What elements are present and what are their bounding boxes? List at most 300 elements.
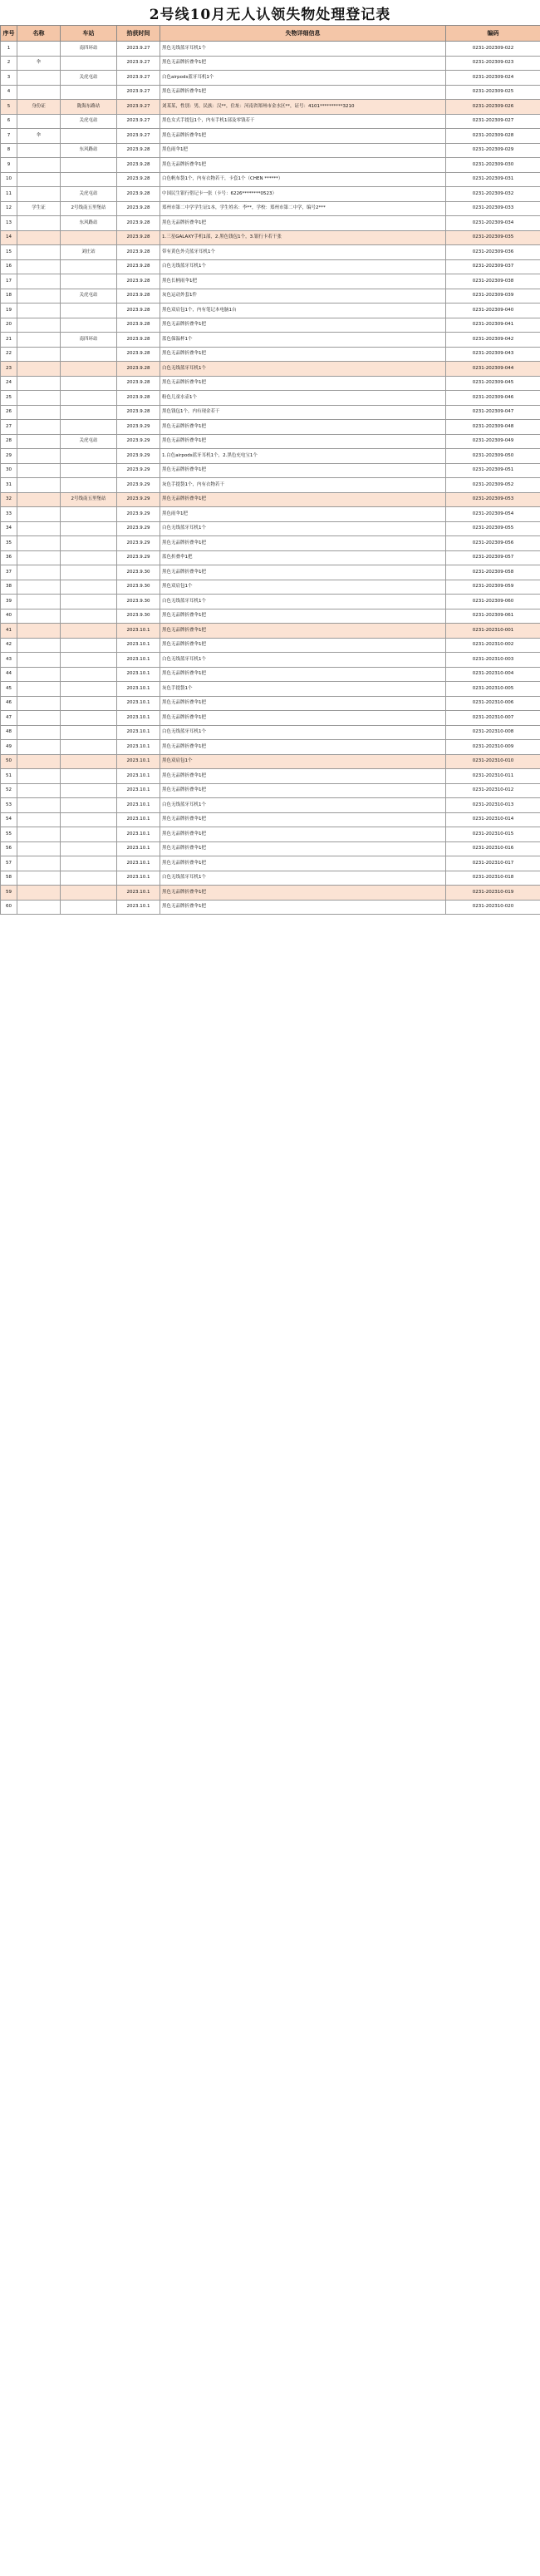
cell-name <box>17 595 61 609</box>
cell-index: 21 <box>1 333 17 348</box>
cell-detail: 黑色钱包1个，内有现金若干 <box>160 405 446 420</box>
cell-index: 46 <box>1 696 17 711</box>
cell-detail: 黑色无品牌折叠伞1把 <box>160 609 446 624</box>
cell-name <box>17 871 61 886</box>
cell-date: 2023.9.28 <box>117 216 160 231</box>
cell-date: 2023.9.28 <box>117 158 160 173</box>
cell-code: 0231-202309-050 <box>446 449 540 464</box>
cell-index: 11 <box>1 187 17 202</box>
table-row <box>1 362 540 377</box>
cell-index: 31 <box>1 478 17 493</box>
cell-date: 2023.9.28 <box>117 245 160 260</box>
cell-code: 0231-202310-002 <box>446 638 540 653</box>
cell-name <box>17 783 61 798</box>
cell-date: 2023.9.29 <box>117 434 160 449</box>
cell-detail: 黑色无品牌折叠伞1把 <box>160 856 446 871</box>
cell-index: 35 <box>1 536 17 551</box>
cell-index: 34 <box>1 521 17 536</box>
cell-index: 4 <box>1 85 17 100</box>
cell-code: 0231-202309-026 <box>446 100 540 115</box>
table-row <box>1 391 540 406</box>
cell-date: 2023.9.29 <box>117 550 160 565</box>
table-row <box>1 798 540 813</box>
table-row <box>1 201 540 216</box>
cell-place <box>61 696 117 711</box>
cell-index: 50 <box>1 754 17 769</box>
table-row <box>1 85 540 100</box>
cell-index: 52 <box>1 783 17 798</box>
cell-name <box>17 172 61 187</box>
cell-code: 0231-202309-048 <box>446 420 540 435</box>
cell-date: 2023.9.27 <box>117 85 160 100</box>
cell-index: 1 <box>1 42 17 57</box>
cell-date: 2023.9.28 <box>117 333 160 348</box>
table-row <box>1 158 540 173</box>
cell-code: 0231-202310-010 <box>446 754 540 769</box>
cell-code: 0231-202309-037 <box>446 259 540 274</box>
cell-detail: 灰色运动外套1件 <box>160 289 446 303</box>
cell-detail: 黑色无品牌折叠伞1把 <box>160 841 446 856</box>
cell-detail: 黑色无品牌折叠伞1把 <box>160 434 446 449</box>
cell-place: 2号线南五里堡站 <box>61 201 117 216</box>
table-row <box>1 900 540 915</box>
cell-place <box>61 158 117 173</box>
cell-date: 2023.10.1 <box>117 871 160 886</box>
cell-place <box>61 449 117 464</box>
cell-date: 2023.9.27 <box>117 42 160 57</box>
table-row <box>1 536 540 551</box>
cell-place <box>61 740 117 755</box>
cell-name: 学生证 <box>17 201 61 216</box>
table-row <box>1 682 540 697</box>
cell-date: 2023.10.1 <box>117 856 160 871</box>
header-code: 编码 <box>446 26 540 42</box>
table-row <box>1 783 540 798</box>
cell-name <box>17 449 61 464</box>
cell-date: 2023.9.28 <box>117 362 160 377</box>
cell-place <box>61 638 117 653</box>
cell-place: 东风路站 <box>61 143 117 158</box>
cell-detail: 黑色无品牌折叠伞1把 <box>160 463 446 478</box>
cell-code: 0231-202309-046 <box>446 391 540 406</box>
cell-date: 2023.10.1 <box>117 667 160 682</box>
cell-detail: 粉色儿童水壶1个 <box>160 391 446 406</box>
cell-name <box>17 856 61 871</box>
cell-name <box>17 362 61 377</box>
cell-date: 2023.10.1 <box>117 711 160 726</box>
table-row <box>1 71 540 86</box>
cell-code: 0231-202309-029 <box>446 143 540 158</box>
cell-code: 0231-202309-047 <box>446 405 540 420</box>
cell-name <box>17 886 61 901</box>
cell-detail: 白色airpods蓝牙耳机1个 <box>160 71 446 86</box>
cell-place <box>61 812 117 827</box>
cell-date: 2023.9.29 <box>117 507 160 522</box>
cell-index: 37 <box>1 565 17 580</box>
cell-code: 0231-202309-024 <box>446 71 540 86</box>
cell-code: 0231-202309-034 <box>446 216 540 231</box>
table-row <box>1 303 540 318</box>
cell-index: 42 <box>1 638 17 653</box>
table-row <box>1 492 540 507</box>
cell-code: 0231-202309-055 <box>446 521 540 536</box>
cell-index: 27 <box>1 420 17 435</box>
cell-index: 10 <box>1 172 17 187</box>
cell-detail: 白色无线蓝牙耳机1个 <box>160 521 446 536</box>
cell-code: 0231-202309-036 <box>446 245 540 260</box>
cell-name <box>17 289 61 303</box>
cell-index: 3 <box>1 71 17 86</box>
table-row <box>1 725 540 740</box>
cell-index: 40 <box>1 609 17 624</box>
cell-date: 2023.10.1 <box>117 769 160 784</box>
cell-date: 2023.9.27 <box>117 114 160 129</box>
cell-name <box>17 463 61 478</box>
cell-date: 2023.9.29 <box>117 521 160 536</box>
cell-index: 30 <box>1 463 17 478</box>
cell-detail: 带有黄色外壳蓝牙耳机1个 <box>160 245 446 260</box>
cell-date: 2023.9.29 <box>117 463 160 478</box>
cell-code: 0231-202309-061 <box>446 609 540 624</box>
cell-place <box>61 624 117 639</box>
cell-code: 0231-202310-017 <box>446 856 540 871</box>
cell-place <box>61 682 117 697</box>
table-row <box>1 129 540 144</box>
cell-date: 2023.9.30 <box>117 595 160 609</box>
cell-detail: 黑色无品牌折叠伞1把 <box>160 129 446 144</box>
cell-place: 关虎屯站 <box>61 187 117 202</box>
cell-detail: 白色无线蓝牙耳机1个 <box>160 259 446 274</box>
cell-detail: 郑州市第二中学学生证1本，学生姓名：李**，学校：郑州市第二中学，编号2*** <box>160 201 446 216</box>
cell-detail: 黑色无品牌折叠伞1把 <box>160 638 446 653</box>
cell-code: 0231-202309-038 <box>446 274 540 289</box>
cell-detail: 黑色长柄雨伞1把 <box>160 274 446 289</box>
cell-index: 18 <box>1 289 17 303</box>
cell-name <box>17 725 61 740</box>
cell-detail: 黑色无品牌折叠伞1把 <box>160 769 446 784</box>
cell-place <box>61 580 117 595</box>
cell-detail: 黑色无品牌折叠伞1把 <box>160 347 446 362</box>
cell-date: 2023.10.1 <box>117 740 160 755</box>
cell-detail: 白色无线蓝牙耳机1个 <box>160 725 446 740</box>
cell-name <box>17 507 61 522</box>
table-row <box>1 550 540 565</box>
cell-place: 陇海东路站 <box>61 100 117 115</box>
cell-index: 60 <box>1 900 17 915</box>
cell-name <box>17 230 61 245</box>
cell-name <box>17 42 61 57</box>
cell-index: 9 <box>1 158 17 173</box>
cell-code: 0231-202310-018 <box>446 871 540 886</box>
cell-code: 0231-202309-027 <box>446 114 540 129</box>
cell-name <box>17 158 61 173</box>
cell-code: 0231-202309-028 <box>446 129 540 144</box>
cell-name <box>17 638 61 653</box>
cell-code: 0231-202309-058 <box>446 565 540 580</box>
cell-place <box>61 129 117 144</box>
table-row <box>1 754 540 769</box>
table-row <box>1 565 540 580</box>
cell-code: 0231-202309-031 <box>446 172 540 187</box>
cell-place <box>61 259 117 274</box>
cell-name <box>17 333 61 348</box>
cell-code: 0231-202309-039 <box>446 289 540 303</box>
table-row <box>1 696 540 711</box>
cell-name <box>17 478 61 493</box>
cell-index: 28 <box>1 434 17 449</box>
cell-name: 伞 <box>17 56 61 71</box>
cell-name <box>17 841 61 856</box>
cell-name <box>17 521 61 536</box>
cell-code: 0231-202309-033 <box>446 201 540 216</box>
cell-date: 2023.10.1 <box>117 638 160 653</box>
cell-place <box>61 550 117 565</box>
cell-index: 44 <box>1 667 17 682</box>
cell-detail: 刘某某，性别：男，民族：汉**，住址：河南省郑州市金水区**，证号：4101**********3210 <box>160 100 446 115</box>
cell-name: 伞 <box>17 129 61 144</box>
cell-code: 0231-202309-052 <box>446 478 540 493</box>
cell-name <box>17 420 61 435</box>
cell-detail: 黑色无品牌折叠伞1把 <box>160 900 446 915</box>
cell-detail: 黑色无品牌折叠伞1把 <box>160 740 446 755</box>
cell-place <box>61 783 117 798</box>
cell-detail: 黑色无品牌折叠伞1把 <box>160 696 446 711</box>
cell-index: 25 <box>1 391 17 406</box>
cell-date: 2023.9.28 <box>117 318 160 333</box>
cell-detail: 灰色手提袋1个 <box>160 682 446 697</box>
cell-place <box>61 303 117 318</box>
table-row <box>1 405 540 420</box>
page-title: 2号线10月无人认领失物处理登记表 <box>149 6 391 23</box>
cell-index: 8 <box>1 143 17 158</box>
cell-name <box>17 71 61 86</box>
cell-code: 0231-202310-014 <box>446 812 540 827</box>
cell-date: 2023.9.27 <box>117 100 160 115</box>
cell-place <box>61 653 117 668</box>
cell-index: 16 <box>1 259 17 274</box>
cell-date: 2023.9.29 <box>117 492 160 507</box>
cell-name <box>17 216 61 231</box>
cell-place <box>61 521 117 536</box>
cell-index: 5 <box>1 100 17 115</box>
cell-date: 2023.9.28 <box>117 274 160 289</box>
table-row <box>1 595 540 609</box>
cell-index: 22 <box>1 347 17 362</box>
cell-place <box>61 900 117 915</box>
cell-name <box>17 318 61 333</box>
cell-index: 14 <box>1 230 17 245</box>
cell-date: 2023.9.28 <box>117 172 160 187</box>
cell-code: 0231-202309-044 <box>446 362 540 377</box>
cell-index: 49 <box>1 740 17 755</box>
cell-name <box>17 565 61 580</box>
cell-index: 53 <box>1 798 17 813</box>
cell-place <box>61 478 117 493</box>
cell-code: 0231-202309-043 <box>446 347 540 362</box>
table-row <box>1 143 540 158</box>
cell-detail: 黑色无品牌折叠伞1把 <box>160 812 446 827</box>
cell-detail: 黑色无品牌折叠伞1把 <box>160 492 446 507</box>
cell-date: 2023.9.28 <box>117 376 160 391</box>
cell-date: 2023.9.30 <box>117 580 160 595</box>
table-row <box>1 230 540 245</box>
cell-name <box>17 827 61 842</box>
cell-place <box>61 391 117 406</box>
cell-index: 43 <box>1 653 17 668</box>
cell-index: 24 <box>1 376 17 391</box>
cell-detail: 白色无线蓝牙耳机1个 <box>160 595 446 609</box>
cell-date: 2023.10.1 <box>117 841 160 856</box>
cell-date: 2023.9.28 <box>117 405 160 420</box>
table-row <box>1 463 540 478</box>
cell-detail: 黑色无品牌折叠伞1把 <box>160 318 446 333</box>
cell-name <box>17 580 61 595</box>
cell-code: 0231-202310-007 <box>446 711 540 726</box>
table-row <box>1 420 540 435</box>
cell-place: 关虎屯站 <box>61 114 117 129</box>
cell-detail: 白色无线蓝牙耳机1个 <box>160 871 446 886</box>
cell-date: 2023.9.28 <box>117 230 160 245</box>
cell-name <box>17 798 61 813</box>
table-row <box>1 259 540 274</box>
cell-detail: 黑色无品牌折叠伞1把 <box>160 536 446 551</box>
cell-code: 0231-202309-051 <box>446 463 540 478</box>
cell-index: 29 <box>1 449 17 464</box>
cell-code: 0231-202310-006 <box>446 696 540 711</box>
table-row <box>1 318 540 333</box>
cell-detail: 黑色无品牌折叠伞1把 <box>160 886 446 901</box>
cell-index: 2 <box>1 56 17 71</box>
cell-index: 13 <box>1 216 17 231</box>
cell-code: 0231-202310-013 <box>446 798 540 813</box>
table-row <box>1 856 540 871</box>
cell-name <box>17 85 61 100</box>
cell-code: 0231-202309-022 <box>446 42 540 57</box>
cell-name <box>17 812 61 827</box>
cell-name <box>17 303 61 318</box>
cell-code: 0231-202310-001 <box>446 624 540 639</box>
cell-detail: 黑色无品牌折叠伞1把 <box>160 565 446 580</box>
cell-place <box>61 711 117 726</box>
cell-name <box>17 653 61 668</box>
cell-date: 2023.10.1 <box>117 682 160 697</box>
header-place: 车站 <box>61 26 117 42</box>
cell-name <box>17 624 61 639</box>
cell-detail: 黑色无品牌折叠伞1把 <box>160 420 446 435</box>
cell-date: 2023.9.29 <box>117 478 160 493</box>
cell-code: 0231-202309-040 <box>446 303 540 318</box>
cell-name <box>17 376 61 391</box>
cell-detail: 黑色双肩包1个，内有笔记本电脑1台 <box>160 303 446 318</box>
cell-date: 2023.9.28 <box>117 289 160 303</box>
cell-name <box>17 667 61 682</box>
table-row <box>1 434 540 449</box>
cell-place <box>61 667 117 682</box>
cell-detail: 黑色雨伞1把 <box>160 143 446 158</box>
cell-code: 0231-202309-056 <box>446 536 540 551</box>
cell-index: 45 <box>1 682 17 697</box>
cell-code: 0231-202309-057 <box>446 550 540 565</box>
table-row <box>1 871 540 886</box>
cell-code: 0231-202310-016 <box>446 841 540 856</box>
table-row <box>1 114 540 129</box>
cell-detail: 黑色雨伞1把 <box>160 507 446 522</box>
cell-code: 0231-202309-023 <box>446 56 540 71</box>
header-name: 名称 <box>17 26 61 42</box>
cell-place <box>61 725 117 740</box>
cell-place <box>61 318 117 333</box>
cell-place <box>61 230 117 245</box>
cell-place <box>61 595 117 609</box>
cell-index: 36 <box>1 550 17 565</box>
cell-detail: 黑色无品牌折叠伞1把 <box>160 158 446 173</box>
cell-detail: 白色无线蓝牙耳机1个 <box>160 362 446 377</box>
table-row <box>1 812 540 827</box>
cell-detail: 黑色无品牌折叠伞1把 <box>160 376 446 391</box>
cell-code: 0231-202309-041 <box>446 318 540 333</box>
cell-detail: 黑色无品牌折叠伞1把 <box>160 56 446 71</box>
table-row <box>1 42 540 57</box>
cell-name <box>17 536 61 551</box>
table-row <box>1 653 540 668</box>
cell-code: 0231-202310-008 <box>446 725 540 740</box>
cell-place <box>61 871 117 886</box>
cell-date: 2023.10.1 <box>117 624 160 639</box>
cell-code: 0231-202309-045 <box>446 376 540 391</box>
cell-code: 0231-202309-060 <box>446 595 540 609</box>
cell-index: 55 <box>1 827 17 842</box>
cell-detail: 黑色双肩包1个 <box>160 580 446 595</box>
cell-date: 2023.9.29 <box>117 449 160 464</box>
cell-date: 2023.10.1 <box>117 798 160 813</box>
cell-name <box>17 114 61 129</box>
table-row <box>1 711 540 726</box>
cell-date: 2023.9.28 <box>117 303 160 318</box>
cell-name <box>17 245 61 260</box>
cell-detail: 黑色双肩包1个 <box>160 754 446 769</box>
cell-name <box>17 900 61 915</box>
cell-place <box>61 463 117 478</box>
cell-detail: 黑色无品牌折叠伞1把 <box>160 85 446 100</box>
cell-detail: 黑色女式手提包1个，内有手机1部及零钱若干 <box>160 114 446 129</box>
cell-name <box>17 492 61 507</box>
table-row <box>1 478 540 493</box>
table-row <box>1 769 540 784</box>
table-row <box>1 449 540 464</box>
cell-date: 2023.9.29 <box>117 536 160 551</box>
cell-code: 0231-202309-053 <box>446 492 540 507</box>
cell-code: 0231-202309-035 <box>446 230 540 245</box>
cell-place <box>61 609 117 624</box>
cell-place: 关虎屯站 <box>61 434 117 449</box>
cell-code: 0231-202310-005 <box>446 682 540 697</box>
table-row <box>1 347 540 362</box>
cell-date: 2023.9.28 <box>117 391 160 406</box>
cell-detail: 1.白色airpods蓝牙耳机1个，2.黑色充电宝1个 <box>160 449 446 464</box>
cell-name <box>17 187 61 202</box>
cell-place <box>61 362 117 377</box>
cell-date: 2023.10.1 <box>117 754 160 769</box>
cell-index: 7 <box>1 129 17 144</box>
table-row <box>1 187 540 202</box>
cell-date: 2023.10.1 <box>117 812 160 827</box>
table-row <box>1 507 540 522</box>
cell-name <box>17 347 61 362</box>
cell-place <box>61 565 117 580</box>
cell-code: 0231-202309-025 <box>446 85 540 100</box>
cell-index: 32 <box>1 492 17 507</box>
cell-place <box>61 827 117 842</box>
